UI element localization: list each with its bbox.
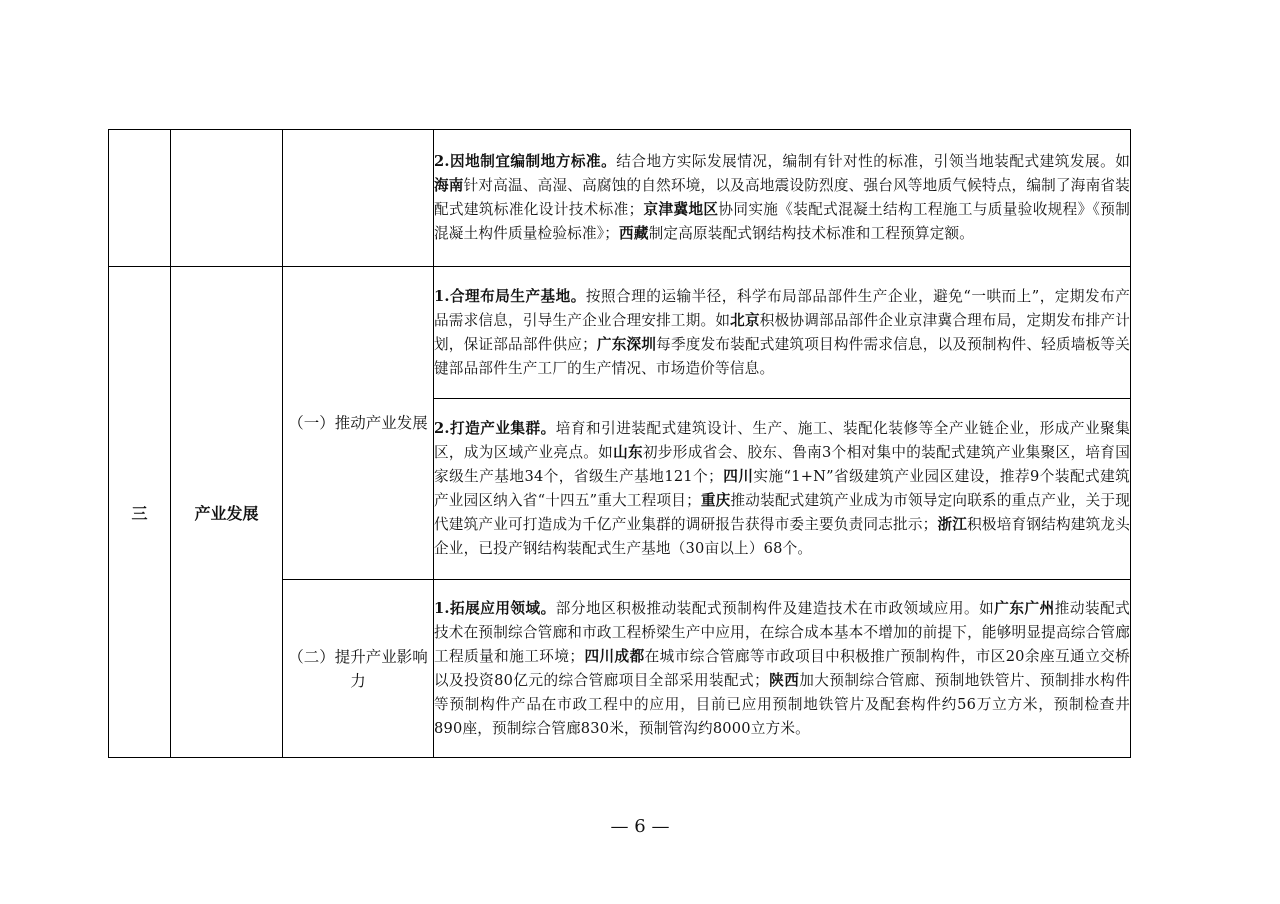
bold-text-run: 重庆: [700, 492, 731, 509]
section-number-cell-empty: [109, 130, 171, 267]
text-run: 每季度发布装配式建筑项目构件需求信息，以及预制构件、轻质墙板等关键部品部件生产工厂的生产情况、市场造价等信息。: [434, 335, 1130, 377]
bold-text-run: 2.打造产业集群。: [434, 420, 556, 437]
text-run: 实施“1+N”省级建筑产业园区建设，推荐9个装配式建筑产业园区纳入省“十四五”重大工程项目；: [434, 468, 1130, 509]
text-run: 加大预制综合管廊、预制地铁管片、预制排水构件等预制构件产品在市政工程中的应用，目前已应用预制地铁管片及配套构件约56万立方米，预制检查井890座，预制综合管廊830米，预制管沟约8000立方米。: [434, 671, 1131, 737]
text-run: 针对高温、高湿、高腐蚀的自然环境，以及高地震设防烈度、强台风等地质气候特点，编制了海南省装配式建筑标准化设计技术标准；: [434, 177, 1130, 218]
text-run: 推动装配式技术在预制综合管廊和市政工程桥梁生产中应用，在综合成本基本不增加的前提下，能够明显提高综合管廊工程质量和施工环境；: [434, 599, 1130, 665]
text-run: 推动装配式建筑产业成为市领导定向联系的重点产业，关于现代建筑产业可打造成为千亿产业集群的调研报告获得市委主要负责同志批示；: [434, 492, 1130, 533]
bold-text-run: 山东: [613, 444, 643, 461]
bold-text-run: 2.因地制宜编制地方标准。: [434, 153, 617, 170]
bold-text-run: 1.合理布局生产基地。: [434, 287, 586, 305]
bold-text-run: 四川: [722, 468, 754, 485]
text-run: 初步形成省会、胶东、鲁南3个相对集中的装配式建筑产业集聚区，培育国家级生产基地34个，省级生产基地121个；: [434, 444, 1131, 485]
subsection-label: （一）推动产业发展: [283, 267, 434, 580]
section-title: 产业发展: [171, 267, 283, 758]
bold-text-run: 1.拓展应用领域。: [434, 599, 556, 617]
subsection-label: （二）提升产业影响力: [283, 580, 434, 758]
bold-text-run: 西藏: [619, 225, 649, 242]
text-run: 部分地区积极推动装配式预制构件及建造技术在市政领域应用。如: [555, 599, 995, 617]
text-run: 积极协调部品部件企业京津冀合理布局，定期发布排产计划，保证部品部件供应；: [434, 311, 1130, 353]
text-run: 在城市综合管廊等市政项目中积极推广预制构件，市区20余座互通立交桥以及投资80亿元的综合管廊项目全部采用装配式；: [434, 647, 1130, 689]
bold-text-run: 广东广州: [994, 599, 1055, 617]
section-number: 三: [109, 267, 171, 758]
text-run: 制定高原装配式钢结构技术标准和工程预算定额。: [648, 225, 975, 242]
text-run: 结合地方实际发展情况，编制有针对性的标准，引领当地装配式建筑发展。如: [616, 153, 1130, 170]
content-table: [108, 129, 1131, 758]
text-run: 按照合理的运输半径，科学布局部品部件生产企业，避免“一哄而上”，定期发布产品需求信息，引导生产企业合理安排工期。如: [434, 287, 1131, 329]
content-cell: [434, 130, 1131, 267]
bold-text-run: 陕西: [768, 671, 800, 689]
bold-text-run: 京津冀地区: [643, 201, 719, 218]
bold-text-run: 浙江: [937, 516, 968, 533]
text-run: 培育和引进装配式建筑设计、生产、施工、装配化装修等全产业链企业，形成产业聚集区，成为区域产业亮点。如: [434, 420, 1130, 461]
table-row: [109, 130, 1131, 267]
table-row: [109, 267, 1131, 399]
bold-text-run: 广东深圳: [596, 335, 657, 353]
bold-text-run: 四川成都: [584, 647, 645, 665]
bold-text-run: 北京: [730, 311, 760, 329]
content-cell: [434, 399, 1131, 580]
page-number: — 6 —: [610, 816, 670, 837]
section-title-cell-empty: [171, 130, 283, 267]
content-cell: [434, 580, 1131, 758]
subsection-cell-empty: [283, 130, 434, 267]
content-cell: [434, 267, 1131, 399]
text-run: 协同实施《装配式混凝土结构工程施工与质量验收规程》《预制混凝土构件质量检验标准》；: [434, 201, 1130, 242]
bold-text-run: 海南: [434, 177, 464, 194]
text-run: 积极培育钢结构建筑龙头企业，已投产钢结构装配式生产基地（30亩以上）68个。: [434, 516, 1131, 557]
